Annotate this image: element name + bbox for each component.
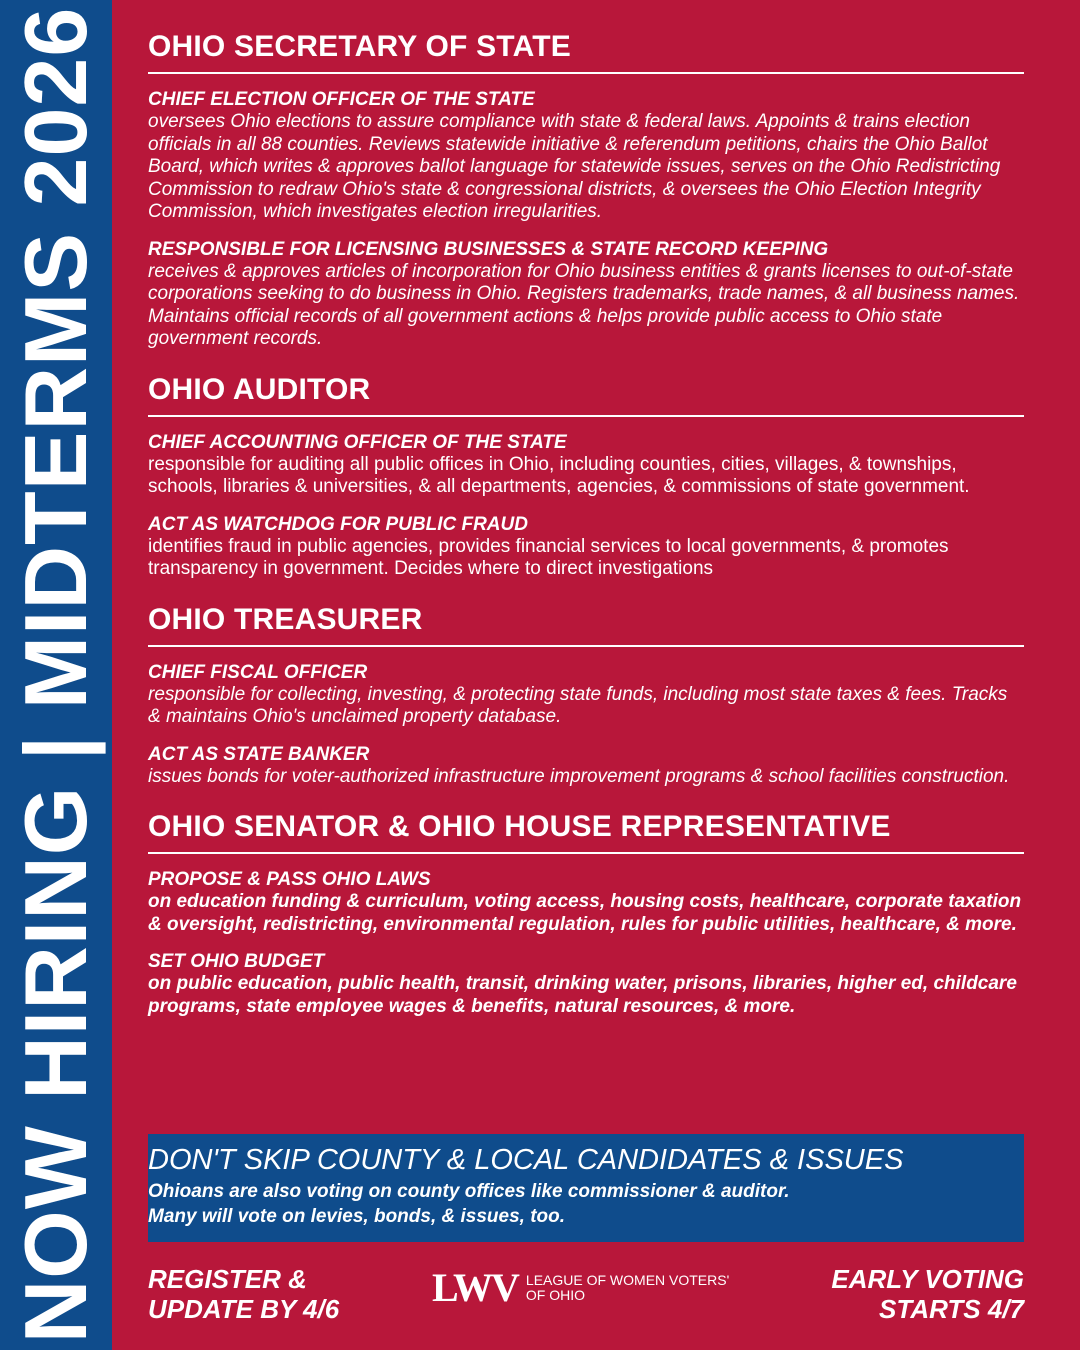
- duty-item: [148, 868, 1024, 936]
- section-title: OHIO AUDITOR: [148, 373, 1024, 417]
- duty-heading: SET OHIO BUDGET: [148, 951, 325, 972]
- local-candidates-callout: [148, 1134, 1024, 1242]
- section-title: OHIO TREASURER: [148, 603, 1024, 647]
- sidebar-title: NOW HIRING | MIDTERMS 2026: [6, 6, 105, 1344]
- duty-heading: RESPONSIBLE FOR LICENSING BUSINESSES & STATE RECORD KEEPING: [148, 238, 829, 260]
- callout-title: DON'T SKIP COUNTY & LOCAL CANDIDATES & ISSUES: [148, 1144, 904, 1176]
- duty-description: identifies fraud in public agencies, provides financial services to local governments, & promotes transparency in government. Decides where to direct investigations: [148, 535, 949, 579]
- duty-description: issues bonds for voter-authorized infrastructure improvement programs & school facilities construction.: [148, 765, 1010, 787]
- duty-description: responsible for auditing all public offices in Ohio, including counties, cities, villages, & townships, schools, libraries & universities, & all departments, agencies, & commissions of state government.: [148, 453, 970, 497]
- sidebar-banner: [0, 0, 112, 1350]
- register-deadline: [148, 1264, 339, 1324]
- section-treasurer: [148, 603, 1024, 789]
- lwv-logo: [432, 1265, 730, 1310]
- duty-item: [148, 743, 1024, 789]
- duty-item: [148, 661, 1024, 729]
- early-voting-line-1: EARLY VOTING: [831, 1264, 1024, 1294]
- callout-line: Ohioans are also voting on county offices like commissioner & auditor.: [148, 1181, 790, 1202]
- register-line-2: UPDATE BY 4/6: [148, 1294, 340, 1324]
- logo-line-2: OF OHIO: [525, 1287, 586, 1303]
- duty-description: responsible for collecting, investing, & protecting state funds, including most state taxes & fees. Tracks & maintains Ohio's unclaimed property database.: [148, 683, 1008, 727]
- duty-heading: CHIEF FISCAL OFFICER: [148, 661, 368, 683]
- duty-heading: CHIEF ELECTION OFFICER OF THE STATE: [148, 89, 535, 110]
- duty-heading: ACT AS STATE BANKER: [148, 743, 370, 765]
- duty-heading: CHIEF ACCOUNTING OFFICER OF THE STATE: [148, 431, 567, 453]
- register-line-1: REGISTER &: [148, 1264, 307, 1294]
- main-content: [148, 30, 1024, 1040]
- duty-heading: PROPOSE & PASS OHIO LAWS: [148, 869, 431, 890]
- duty-description: receives & approves articles of incorporation for Ohio business entities & grants licenses to out-of-state corporations seeking to do business in Ohio. Registers trademarks, trade names, & all business names. Maintains official records of all government actions & helps provide public access to Ohio state government records.: [148, 260, 1020, 349]
- duty-description: on education funding & curriculum, voting access, housing costs, healthcare, corporate taxation & oversight, redistricting, environmental regulation, rules for public utilities, healthcare, & more.: [148, 891, 1022, 935]
- lwv-logo-mark: LWV: [432, 1265, 518, 1310]
- section-auditor: [148, 373, 1024, 581]
- duty-item: [148, 88, 1024, 224]
- section-title: OHIO SENATOR & OHIO HOUSE REPRESENTATIVE: [148, 810, 1024, 854]
- duty-item: [148, 238, 1024, 351]
- duty-description: oversees Ohio elections to assure compliance with state & federal laws. Appoints & trains election officials in all 88 counties. Reviews statewide initiative & referendum petitions, chairs the Ohio Ballot Board, which writes & approves ballot language for statewide issues, serves on the Ohio Redistricting Commission to redraw Ohio's state & congressional districts, & oversees the Ohio Election Integrity Commission, which investigates election irregularities.: [148, 111, 1001, 222]
- section-legislators: [148, 810, 1024, 1018]
- duty-heading: ACT AS WATCHDOG FOR PUBLIC FRAUD: [148, 513, 528, 535]
- early-voting-line-2: STARTS 4/7: [879, 1294, 1024, 1324]
- duty-item: [148, 513, 1024, 581]
- logo-line-1: LEAGUE OF WOMEN VOTERS': [525, 1272, 730, 1288]
- section-title: OHIO SECRETARY OF STATE: [148, 30, 1024, 74]
- duty-item: [148, 950, 1024, 1018]
- early-voting-date: [831, 1264, 1024, 1324]
- duty-item: [148, 431, 1024, 499]
- section-secretary-of-state: [148, 30, 1024, 351]
- duty-description: on public education, public health, transit, drinking water, prisons, libraries, higher ed, childcare programs, state employee wages & benefits, natural resources, & more.: [148, 973, 1017, 1017]
- lwv-logo-text: [526, 1273, 729, 1303]
- callout-line: Many will vote on levies, bonds, & issues, too.: [148, 1206, 566, 1227]
